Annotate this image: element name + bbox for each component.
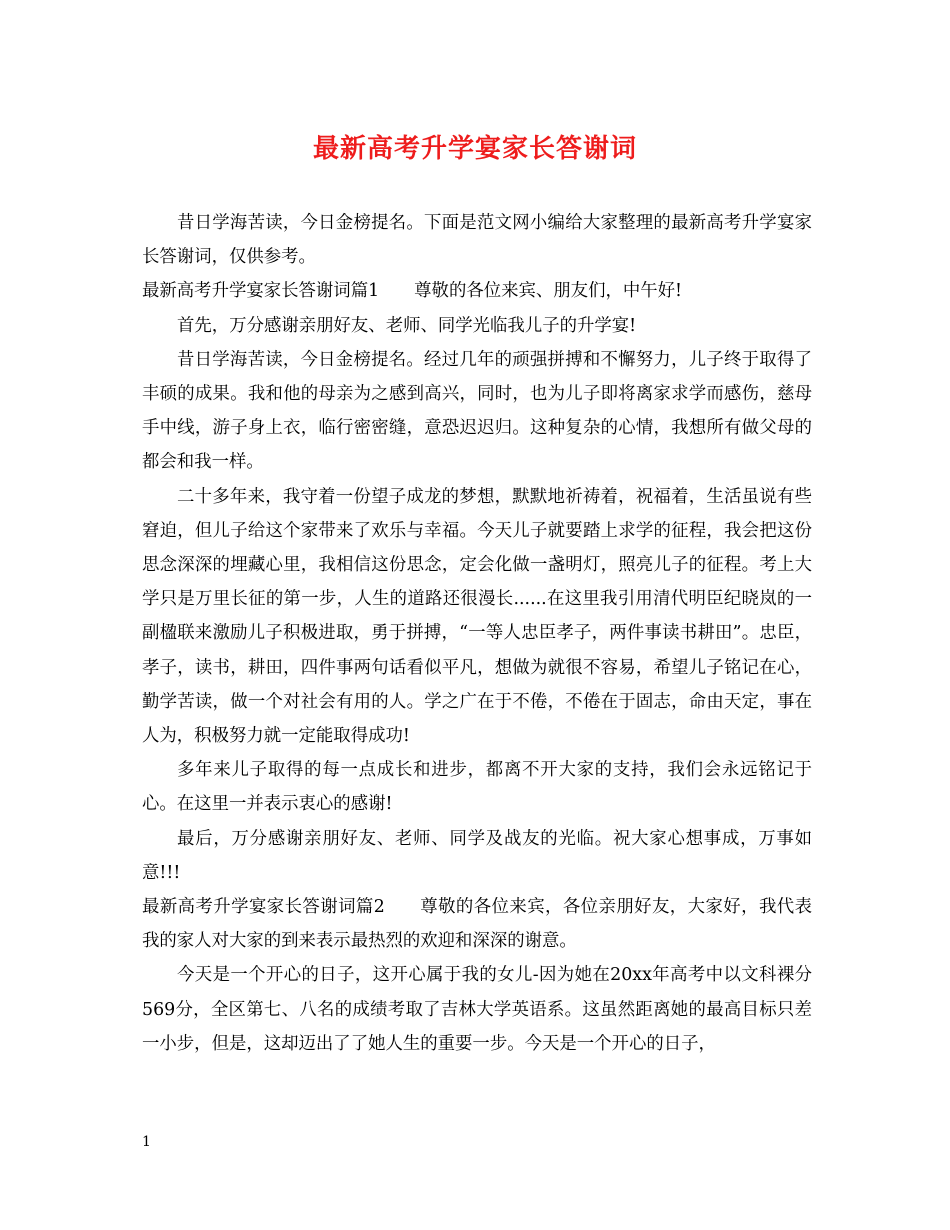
section-1-paragraph: 多年来儿子取得的每一点成长和进步，都离不开大家的支持，我们会永远铭记于心。在这里一并表示衷心的感谢! [142,760,812,815]
section-2-heading-line [142,890,812,958]
section-1-paragraph: 最后，万分感谢亲朋好友、老师、同学及战友的光临。祝大家心想事成，万事如意!!! [142,828,812,883]
section-1-heading-line [142,274,812,308]
section-2-paragraph: 今天是一个开心的日子，这开心属于我的女儿-因为她在20xx年高考中以文科裸分569分，全区第七、八名的成绩考取了吉林大学英语系。这虽然距离她的最高目标只差一小步，但是，这却迈出了了她人生的重要一步。今天是一个开心的日子， [142,965,812,1054]
section-1-paragraph: 昔日学海苦读，今日金榜提名。经过几年的顽强拼搏和不懈努力，儿子终于取得了丰硕的成果。我和他的母亲为之感到高兴，同时，也为儿子即将离家求学而感伤，慈母手中线，游子身上衣，临行密密缝，意恐迟迟归。这种复杂的心情，我想所有做父母的都会和我一样。 [142,349,812,473]
section-2-greeting: 尊敬的各位来宾，各位亲朋好友，大家好，我代表我的家人对大家的到来表示最热烈的欢迎和深深的谢意。 [142,897,812,952]
section-2-heading: 最新高考升学宴家长答谢词篇2 [142,897,385,918]
document-title: 最新高考升学宴家长答谢词 [312,134,637,164]
intro-paragraph: 昔日学海苦读，今日金榜提名。下面是范文网小编给大家整理的最新高考升学宴家长答谢词，仅供参考。 [142,213,812,268]
document-body [142,206,812,1061]
section-1-greeting: 尊敬的各位来宾、朋友们，中午好! [414,281,683,302]
section-1-paragraph: 二十多年来，我守着一份望子成龙的梦想，默默地祈祷着，祝福着，生活虽说有些窘迫，但儿子给这个家带来了欢乐与幸福。今天儿子就要踏上求学的征程，我会把这份思念深深的埋藏心里，我相信这份思念，定会化做一盏明灯，照亮儿子的征程。考上大学只是万里长征的第一步，人生的道路还很漫长......在这里我引用清代明臣纪晓岚的一副楹联来激励儿子积极进取，勇于拼搏，“一等人忠臣孝子，两件事读书耕田”。忠臣，孝子，读书，耕田，四件事两句话看似平凡，想做为就很不容易，希望儿子铭记在心，勤学苦读，做一个对社会有用的人。学之广在于不倦，不倦在于固志，命由天定，事在人为，积极努力就一定能取得成功! [142,486,812,747]
page-number: 1 [142,1134,151,1150]
section-1-heading: 最新高考升学宴家长答谢词篇1 [142,281,380,302]
section-1-paragraph: 首先，万分感谢亲朋好友、老师、同学光临我儿子的升学宴! [177,315,637,336]
